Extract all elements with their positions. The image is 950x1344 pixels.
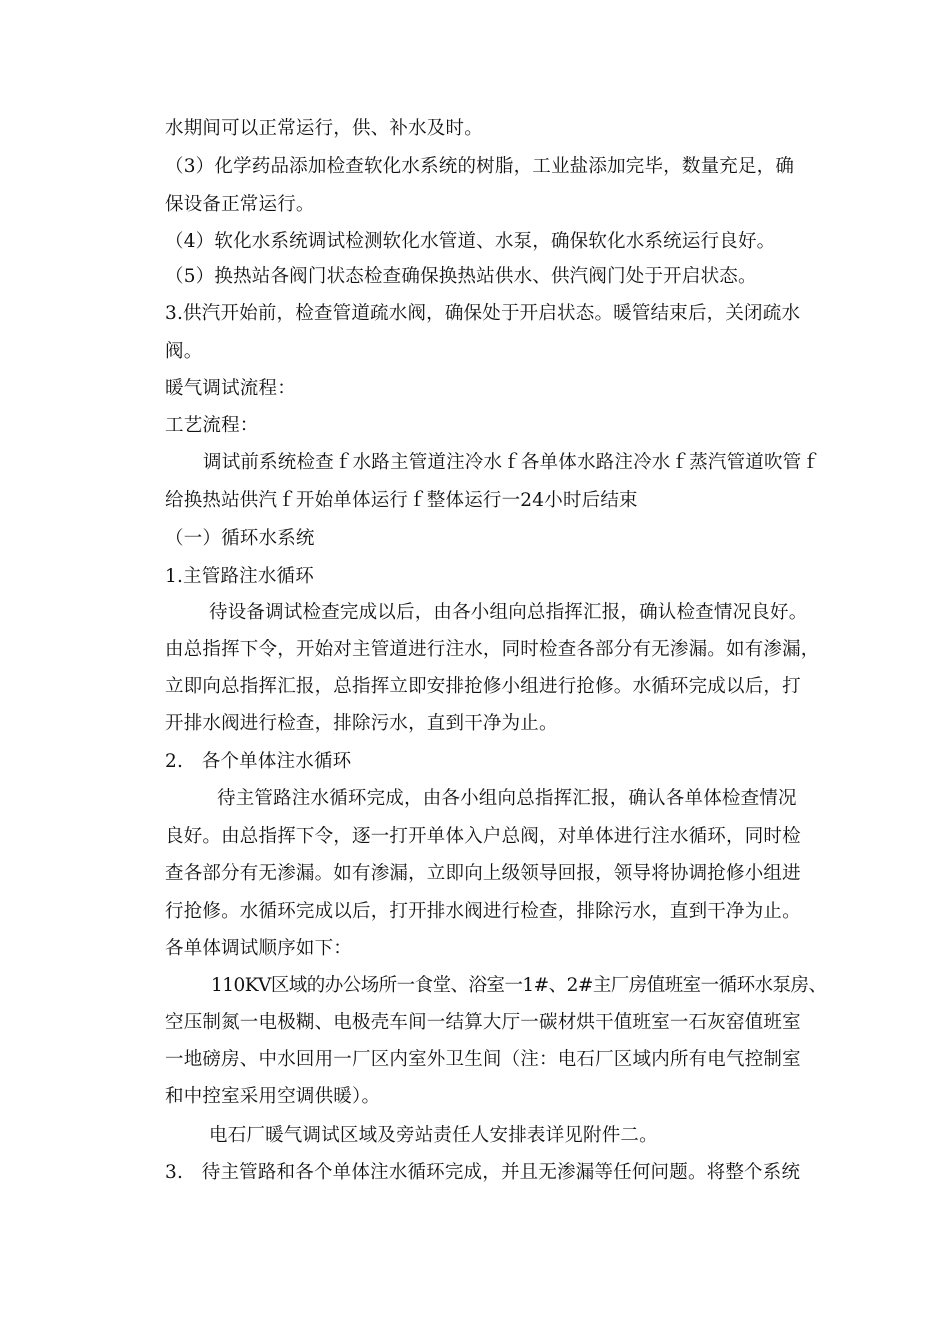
text-line: 待主管路注水循环完成，由各小组向总指挥汇报，确认各单体检查情况 [217, 788, 797, 809]
text-line: 一地磅房、中水回用一厂区内室外卫生间（注：电石厂区域内所有电气控制室 [165, 1049, 801, 1070]
section-heading: （一）循环水系统 [165, 528, 315, 549]
text-line: 行抢修。水循环完成以后，打开排水阀进行检查，排除污水，直到干净为止。 [165, 901, 801, 922]
text-line: 保设备正常运行。 [165, 194, 315, 215]
text-line: 良好。由总指挥下令，逐一打开单体入户总阀，对单体进行注水循环，同时检 [165, 826, 801, 847]
text-line: 工艺流程： [165, 415, 259, 436]
text-line: 立即向总指挥汇报，总指挥立即安排抢修小组进行抢修。水循环完成以后，打 [165, 676, 801, 697]
text-line: （3）化学药品添加检查软化水系统的树脂，工业盐添加完毕，数量充足，确 [165, 156, 795, 177]
text-line: 3.供汽开始前，检查管道疏水阀，确保处于开启状态。暖管结束后，关闭疏水 [165, 303, 801, 324]
text-line: 开排水阀进行检查，排除污水，直到干净为止。 [165, 713, 558, 734]
text-line: （4）软化水系统调试检测软化水管道、水泵，确保软化水系统运行良好。 [165, 231, 776, 252]
text-line: 查各部分有无渗漏。如有渗漏，立即向上级领导回报，领导将协调抢修小组进 [165, 863, 801, 884]
text-line: 给换热站供汽ｆ开始单体运行ｆ整体运行一24小时后结束 [165, 490, 638, 511]
text-line: 电石厂暖气调试区域及旁站责任人安排表详见附件二。 [209, 1125, 658, 1146]
text-line: 待设备调试检查完成以后，由各小组向总指挥汇报，确认检查情况良好。 [209, 602, 808, 623]
text-line: 各单体调试顺序如下： [165, 938, 353, 959]
text-line: 水期间可以正常运行，供、补水及时。 [165, 118, 483, 139]
text-line: 空压制氮一电极糊、电极壳车间一结算大厅一碳材烘干值班室一石灰窑值班室 [165, 1012, 801, 1033]
text-line: 阀。 [165, 341, 203, 362]
text-line: 暖气调试流程： [165, 378, 296, 399]
text-line: 由总指挥下令，开始对主管道进行注水，同时检查各部分有无渗漏。如有渗漏， [165, 639, 820, 660]
text-line: 110KV区域的办公场所一食堂、浴室一1#、2#主厂房值班室一循环水泵房、 [211, 975, 827, 996]
text-line: （5）换热站各阀门状态检查确保换热站供水、供汽阀门处于开启状态。 [165, 266, 757, 287]
subsection-heading: 2. 各个单体注水循环 [165, 751, 352, 772]
text-line: 3. 待主管路和各个单体注水循环完成，并且无渗漏等任何问题。将整个系统 [165, 1162, 801, 1183]
text-line: 和中控室采用空调供暖）。 [165, 1086, 381, 1107]
text-line: 调试前系统检查ｆ水路主管道注冷水ｆ各单体水路注冷水ｆ蒸汽管道吹管ｆ [203, 452, 821, 473]
subsection-heading: 1.主管路注水循环 [165, 566, 314, 587]
